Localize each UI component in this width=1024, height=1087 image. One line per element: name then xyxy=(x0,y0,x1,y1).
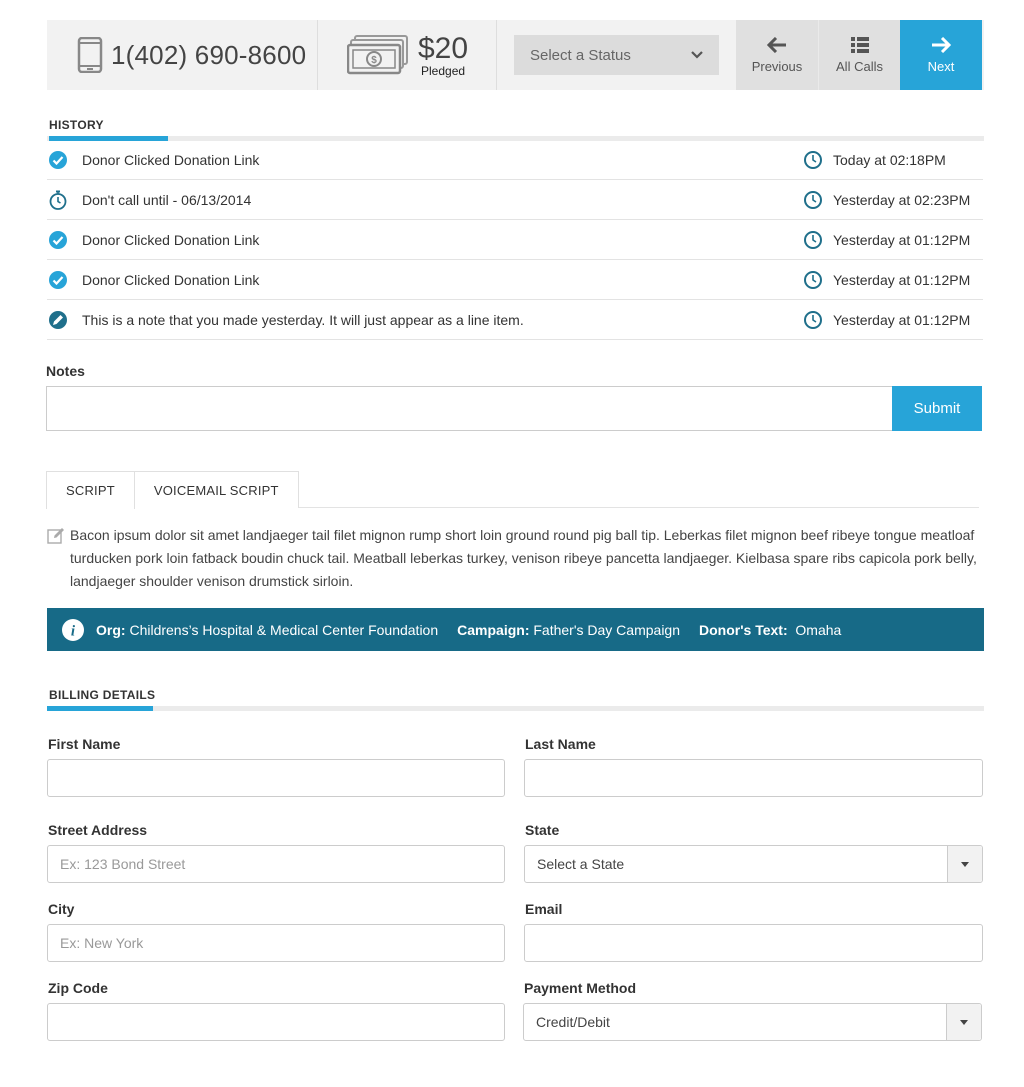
all-calls-button[interactable] xyxy=(818,20,900,90)
state-select[interactable] xyxy=(524,845,983,883)
submit-button[interactable]: Submit xyxy=(892,386,982,431)
arrow-left-icon xyxy=(767,37,787,53)
history-text: Donor Clicked Donation Link xyxy=(82,151,260,168)
previous-button[interactable] xyxy=(736,20,818,90)
mobile-phone-icon xyxy=(77,37,103,73)
next-button[interactable] xyxy=(900,20,982,90)
pencil-circle-icon xyxy=(48,310,68,330)
status-cell xyxy=(497,20,736,90)
pledge-cell xyxy=(318,20,497,90)
city-label: City xyxy=(48,901,75,917)
notes-input[interactable] xyxy=(46,386,893,431)
status-select-text: Select a Status xyxy=(530,46,631,64)
history-time: Today at 02:18PM xyxy=(833,151,946,168)
zip-code-input[interactable] xyxy=(47,1003,505,1041)
next-label: Next xyxy=(927,58,955,74)
zip-code-label: Zip Code xyxy=(48,980,108,996)
org-value: Childrens’s Hospital & Medical Center Foundation xyxy=(129,621,439,638)
arrow-right-icon xyxy=(931,37,951,53)
street-address-input[interactable] xyxy=(47,845,505,883)
history-list xyxy=(47,140,983,340)
history-text: Donor Clicked Donation Link xyxy=(82,231,260,248)
billing-title: BILLING DETAILS xyxy=(49,688,156,702)
last-name-label: Last Name xyxy=(525,736,596,752)
history-text: Donor Clicked Donation Link xyxy=(82,271,260,288)
history-row xyxy=(47,140,983,180)
history-time: Yesterday at 01:12PM xyxy=(833,311,971,328)
donor-text-info xyxy=(699,622,841,638)
history-row xyxy=(47,220,983,260)
payment-method-text: Credit/Debit xyxy=(536,1014,610,1030)
pledge-amount: $20 xyxy=(418,31,469,65)
payment-method-select[interactable] xyxy=(523,1003,982,1041)
state-label: State xyxy=(525,822,560,838)
campaign-info-bar xyxy=(47,608,984,651)
svg-text:$: $ xyxy=(371,55,377,66)
check-circle-icon xyxy=(48,230,68,250)
email-label: Email xyxy=(525,901,563,917)
call-toolbar xyxy=(47,20,984,90)
first-name-label: First Name xyxy=(48,736,121,752)
phone-number: 1(402) 690-8600 xyxy=(111,39,307,70)
check-circle-icon xyxy=(48,150,68,170)
pledge-summary xyxy=(418,31,469,78)
clock-icon xyxy=(803,230,823,250)
status-select[interactable] xyxy=(514,35,719,75)
stopwatch-icon xyxy=(48,190,68,210)
donor-text-value: Omaha xyxy=(795,621,842,638)
caret-down-icon xyxy=(960,1020,968,1025)
money-stack-icon xyxy=(347,35,409,75)
check-circle-icon xyxy=(48,270,68,290)
info-icon xyxy=(61,618,85,642)
state-dropdown-toggle[interactable] xyxy=(947,846,982,882)
phone-cell xyxy=(47,20,318,90)
billing-rule xyxy=(47,706,984,711)
org-info xyxy=(96,622,438,638)
chevron-down-icon xyxy=(691,51,703,59)
first-name-input[interactable] xyxy=(47,759,505,797)
history-header xyxy=(47,118,984,141)
clock-icon xyxy=(803,190,823,210)
campaign-label: Campaign: xyxy=(457,621,530,638)
notes-label: Notes xyxy=(46,363,85,379)
svg-text:i: i xyxy=(70,623,76,639)
script-tabs xyxy=(46,471,979,508)
email-input[interactable] xyxy=(524,924,983,962)
all-calls-label: All Calls xyxy=(836,58,883,74)
previous-label: Previous xyxy=(751,58,803,74)
script-text: Bacon ipsum dolor sit amet landjaeger tail filet mignon rump short loin ground round pig ball tip. Leberkas filet mignon beef ribeye tongue meatloaf turducken pork loin fatback boudin chuck tail. Meatball leberkas turkey, venison ribeye pancetta landjaeger. Kielbasa spare ribs capicola pork belly, landjaeger shoulder venison drumstick sirloin. xyxy=(70,527,977,589)
state-select-text: Select a State xyxy=(537,856,625,872)
payment-dropdown-toggle[interactable] xyxy=(946,1004,981,1040)
last-name-input[interactable] xyxy=(524,759,983,797)
history-row xyxy=(47,180,983,220)
history-time: Yesterday at 01:12PM xyxy=(833,271,971,288)
billing-header xyxy=(47,688,984,711)
history-row xyxy=(47,300,983,340)
history-text: Don't call until - 06/13/2014 xyxy=(82,191,252,208)
street-address-label: Street Address xyxy=(48,822,148,838)
clock-icon xyxy=(803,310,823,330)
city-input[interactable] xyxy=(47,924,505,962)
history-text: This is a note that you made yesterday. It will just appear as a line item. xyxy=(82,311,524,328)
list-icon xyxy=(851,37,869,53)
payment-method-label: Payment Method xyxy=(524,980,637,996)
script-panel xyxy=(47,524,982,593)
tab-script[interactable]: SCRIPT xyxy=(46,471,135,509)
edit-icon xyxy=(47,527,65,545)
history-time: Yesterday at 02:23PM xyxy=(833,191,971,208)
donor-text-label: Donor's Text: xyxy=(699,621,788,638)
clock-icon xyxy=(803,150,823,170)
history-title: HISTORY xyxy=(49,118,104,132)
pledge-label: Pledged xyxy=(421,63,466,78)
org-label: Org: xyxy=(96,621,126,638)
caret-down-icon xyxy=(961,862,969,867)
campaign-info xyxy=(457,622,680,638)
tab-voicemail-script[interactable]: VOICEMAIL SCRIPT xyxy=(135,471,299,508)
history-time: Yesterday at 01:12PM xyxy=(833,231,971,248)
history-row xyxy=(47,260,983,300)
clock-icon xyxy=(803,270,823,290)
campaign-value: Father's Day Campaign xyxy=(533,621,680,638)
